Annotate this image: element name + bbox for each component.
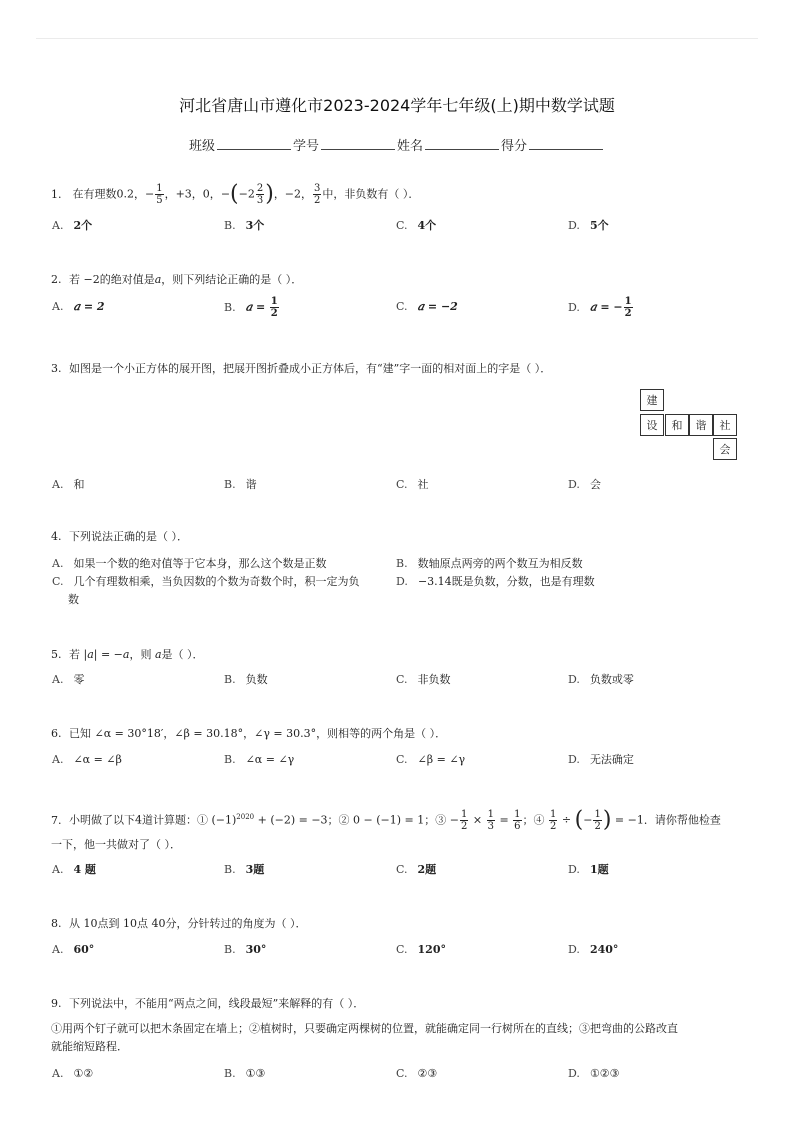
option-b[interactable]: B. ∠α = ∠γ xyxy=(224,753,295,766)
fraction: $\frac{1}{5}$ xyxy=(156,183,163,206)
q7-text: + (−2) = −3；② 0 − (−1) = 1；③ − xyxy=(254,813,459,827)
option-b[interactable]: B. ①③ xyxy=(224,1067,266,1080)
name-blank[interactable] xyxy=(425,137,499,150)
question-number: 2. xyxy=(51,273,62,286)
option-a[interactable]: A. 𝑎 = 2 xyxy=(52,300,105,313)
exponent: 2020 xyxy=(236,813,255,821)
fraction: $\frac{1}{3}$ xyxy=(487,809,494,833)
question-1: 1. 在有理数0.2，− $\frac{1}{5}$ ，+3，0，−(−2 $\frac{2}{3}$ )，−2， $\frac{3}{2}$ 中，非负数有（ ）． xyxy=(51,181,420,207)
cube-face-she: 设 xyxy=(640,414,664,436)
option-d[interactable]: D. 1题 xyxy=(568,863,609,876)
q4-text: 下列说法正确的是（ ）． xyxy=(69,530,188,543)
question-number: 1. xyxy=(51,187,62,201)
student-info-line xyxy=(0,135,794,154)
option-d[interactable]: D. −3.14既是负数，分数，也是有理数 xyxy=(396,575,595,588)
question-number: 5. xyxy=(51,648,62,661)
option-a[interactable]: A. 如果一个数的绝对值等于它本身，那么这个数是正数 xyxy=(52,557,327,570)
cube-face-xie: 谐 xyxy=(689,414,713,436)
option-d[interactable]: D. 无法确定 xyxy=(568,753,634,766)
q9-body-line1: ①用两个钉子就可以把木条固定在墙上；②植树时，只要确定两棵树的位置，就能确定同一行树所在的直线；③把弯曲的公路改直 xyxy=(51,1022,678,1035)
option-c[interactable]: C. 2题 xyxy=(396,863,437,876)
question-number: 8. xyxy=(51,917,62,930)
option-b[interactable]: B. 3个 xyxy=(224,219,265,232)
q8-text: 从 10点到 10点 40分，分针转过的角度为（ ）． xyxy=(69,917,307,930)
fraction: $\frac{2}{3}$ xyxy=(256,183,264,206)
question-number: 4. xyxy=(51,530,62,543)
option-d[interactable]: D. 240° xyxy=(568,943,619,956)
option-a[interactable]: A. 零 xyxy=(52,673,85,686)
q9-body-line2: 就能缩短路程． xyxy=(51,1040,128,1053)
fraction: $\frac{1}{6}$ xyxy=(514,809,521,833)
option-c[interactable]: C. 4个 xyxy=(396,219,437,232)
question-number: 7. xyxy=(51,813,62,827)
top-rule xyxy=(36,38,758,39)
option-b[interactable]: B. 数轴原点两旁的两个数互为相反数 xyxy=(396,557,583,570)
option-a[interactable]: A. ①② xyxy=(52,1067,94,1080)
question-number: 6. xyxy=(51,727,62,740)
q1-text: ，−2， xyxy=(273,187,313,201)
q9-text: 下列说法中，不能用“两点之间，线段最短”来解释的有（ ）． xyxy=(69,997,365,1010)
q1-text: 中，非负数有（ ）． xyxy=(322,187,420,201)
option-a[interactable]: A. 2个 xyxy=(52,219,93,232)
fraction: $\frac{3}{2}$ xyxy=(314,183,321,206)
q5-text: 若 |𝑎| = −𝑎，则 𝑎是（ ）． xyxy=(69,648,204,661)
option-d[interactable]: D. 5个 xyxy=(568,219,609,232)
option-c[interactable]: C. 社 xyxy=(396,478,429,491)
option-c[interactable]: C. 120° xyxy=(396,943,446,956)
question-5 xyxy=(51,646,204,664)
option-d[interactable]: D. 会 xyxy=(568,478,601,491)
q6-text: 已知 ∠α = 30°18′，∠β = 30.18°，∠γ = 30.3°，则相等的两个角是（ ）． xyxy=(69,727,447,740)
cube-face-shehui: 社 xyxy=(713,414,737,436)
option-a[interactable]: A. 4 题 xyxy=(52,863,96,876)
option-a[interactable]: A. ∠α = ∠β xyxy=(52,753,122,766)
fraction: $\frac{1}{2}$ xyxy=(624,296,632,319)
name-label: 姓名 xyxy=(397,139,424,154)
fraction: $\frac{1}{2}$ xyxy=(460,809,468,833)
question-4 xyxy=(51,528,188,546)
option-d[interactable]: D. ①②③ xyxy=(568,1067,620,1080)
id-label: 学号 xyxy=(292,139,319,154)
option-b[interactable]: B. 30° xyxy=(224,943,267,956)
id-blank[interactable] xyxy=(321,137,395,150)
question-3 xyxy=(51,360,551,378)
cube-face-he: 和 xyxy=(665,414,689,436)
q1-text: ，+3，0， xyxy=(164,187,221,201)
cube-face-jian: 建 xyxy=(640,389,664,411)
option-a[interactable]: A. 和 xyxy=(52,478,85,491)
q1-text: 在有理数0.2， xyxy=(72,187,145,201)
option-d[interactable]: D. 𝑎 = − $\frac{1}{2}$ xyxy=(568,296,632,319)
option-c[interactable]: C. ∠β = ∠γ xyxy=(396,753,466,766)
option-b[interactable]: B. 𝑎 = $\frac{1}{2}$ xyxy=(224,296,278,319)
q2-text: 若 −2的绝对值是𝑎，则下列结论正确的是（ ）． xyxy=(69,273,303,286)
cube-face-hui: 会 xyxy=(713,438,737,460)
score-label: 得分 xyxy=(501,139,528,154)
option-c-continued: 数 xyxy=(68,593,79,606)
question-number: 3. xyxy=(51,362,62,375)
class-blank[interactable] xyxy=(217,137,291,150)
question-9 xyxy=(51,995,364,1013)
fraction: $\frac{1}{2}$ xyxy=(270,296,278,319)
option-b[interactable]: B. 3题 xyxy=(224,863,265,876)
question-number: 9. xyxy=(51,997,62,1010)
q3-text: 如图是一个小正方体的展开图，把展开图折叠成小正方体后，有“建”字一面的相对面上的字是（ ）． xyxy=(69,362,552,375)
question-8 xyxy=(51,915,306,933)
option-d[interactable]: D. 负数或零 xyxy=(568,673,634,686)
class-label: 班级 xyxy=(188,139,215,154)
score-blank[interactable] xyxy=(529,137,603,150)
option-b[interactable]: B. 谐 xyxy=(224,478,257,491)
fraction: $\frac{1}{2}$ xyxy=(594,809,601,833)
question-7: 7. 小明做了以下4道计算题：① $(-1)^{2020} + (-2) = -3$；② 0 − (−1) = 1；③ − $\frac{1}{2}$ × $\frac{1}{3}$ = $\frac{1}{6}$ ；④ $\frac{1}{2}$ ÷ (− $\frac{1}{2}$ ) = −1．请你帮他检查 xyxy=(51,807,721,833)
page-title: 河北省唐山市遵化市2023-2024学年七年级(上)期中数学试题 xyxy=(179,96,615,115)
option-b[interactable]: B. 负数 xyxy=(224,673,268,686)
question-6 xyxy=(51,725,446,743)
option-a[interactable]: A. 60° xyxy=(52,943,95,956)
question-2 xyxy=(51,271,302,289)
option-c[interactable]: C. 几个有理数相乘，当负因数的个数为奇数个时，积一定为负 xyxy=(52,575,360,588)
fraction: $\frac{1}{2}$ xyxy=(550,809,557,833)
option-c[interactable]: C. ②③ xyxy=(396,1067,438,1080)
mixed-number: −2 xyxy=(238,187,255,201)
question-7-line2: 一下，他一共做对了（ ）． xyxy=(51,838,181,851)
option-c[interactable]: C. 非负数 xyxy=(396,673,451,686)
q7-text: 小明做了以下4道计算题：① (−1) xyxy=(69,813,237,827)
option-c[interactable]: C. 𝑎 = −2 xyxy=(396,300,458,313)
